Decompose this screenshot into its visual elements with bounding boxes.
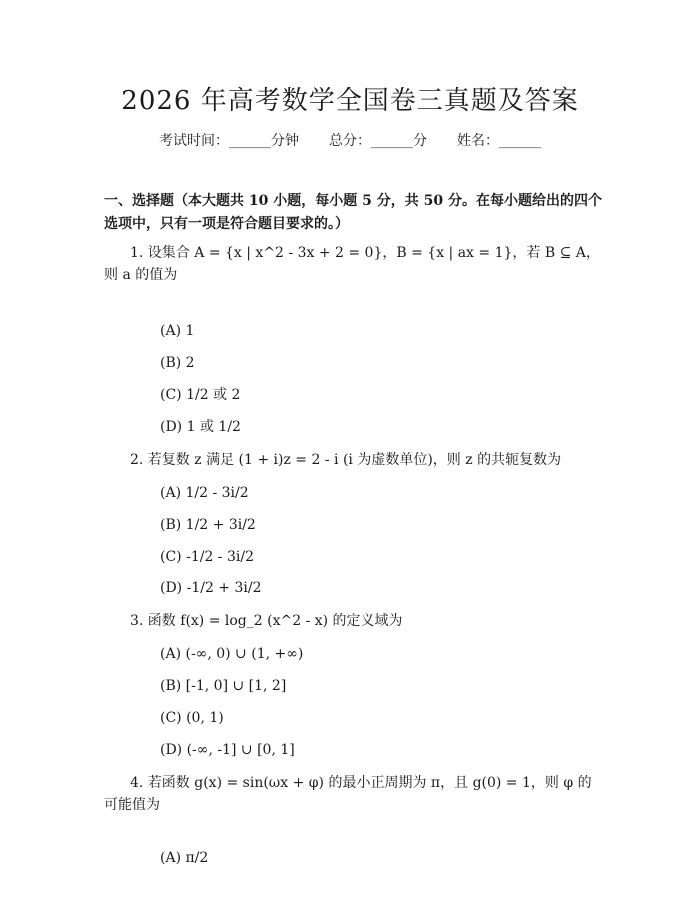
question-2-option-c: (C) -1/2 - 3i/2 <box>160 549 254 565</box>
question-1-option-a: (A) 1 <box>160 323 195 339</box>
question-3-option-a: (A) (-∞, 0) ∪ (1, +∞) <box>160 646 304 662</box>
question-4 <box>104 772 604 816</box>
question-1-option-b: (B) 2 <box>160 355 195 371</box>
question-2-option-d: (D) -1/2 + 3i/2 <box>160 580 262 596</box>
question-stem: 4. 若函数 g(x) = sin(ωx + φ) 的最小正周期为 π，且 g(0) = 1，则 φ 的可能值为 <box>104 775 592 813</box>
question-4-option-a: (A) π/2 <box>160 850 209 866</box>
question-stem: 1. 设集合 A = {x | x^2 - 3x + 2 = 0}，B = {x | ax = 1}，若 B ⊆ A，则 a 的值为 <box>104 245 600 283</box>
exam-info-line <box>0 130 700 150</box>
exam-time-field: 考试时间：______分钟 <box>159 133 299 149</box>
total-score-field: 总分：______分 <box>329 133 427 149</box>
question-2-option-b: (B) 1/2 + 3i/2 <box>160 517 256 533</box>
question-3 <box>104 610 604 632</box>
section-heading: 一、选择题（本大题共 10 小题，每小题 5 分，共 50 分。在每小题给出的四个选项中，只有一项是符合题目要求的。） <box>104 193 602 232</box>
question-1-option-c: (C) 1/2 或 2 <box>160 387 241 403</box>
question-3-option-d: (D) (-∞, -1] ∪ [0, 1] <box>160 742 295 758</box>
page-title: 2026 年高考数学全国卷三真题及答案 <box>121 86 579 116</box>
student-name-field: 姓名：______ <box>457 133 541 149</box>
question-stem: 3. 函数 f(x) = log_2 (x^2 - x) 的定义域为 <box>130 613 403 629</box>
question-stem: 2. 若复数 z 满足 (1 + i)z = 2 - i (i 为虚数单位)，则 z 的共轭复数为 <box>130 452 562 468</box>
question-3-option-c: (C) (0, 1) <box>160 710 224 726</box>
question-3-option-b: (B) [-1, 0] ∪ [1, 2] <box>160 678 287 694</box>
question-2-option-a: (A) 1/2 - 3i/2 <box>160 485 249 501</box>
question-1 <box>104 242 604 286</box>
question-2 <box>104 449 604 471</box>
question-1-option-d: (D) 1 或 1/2 <box>160 419 241 435</box>
